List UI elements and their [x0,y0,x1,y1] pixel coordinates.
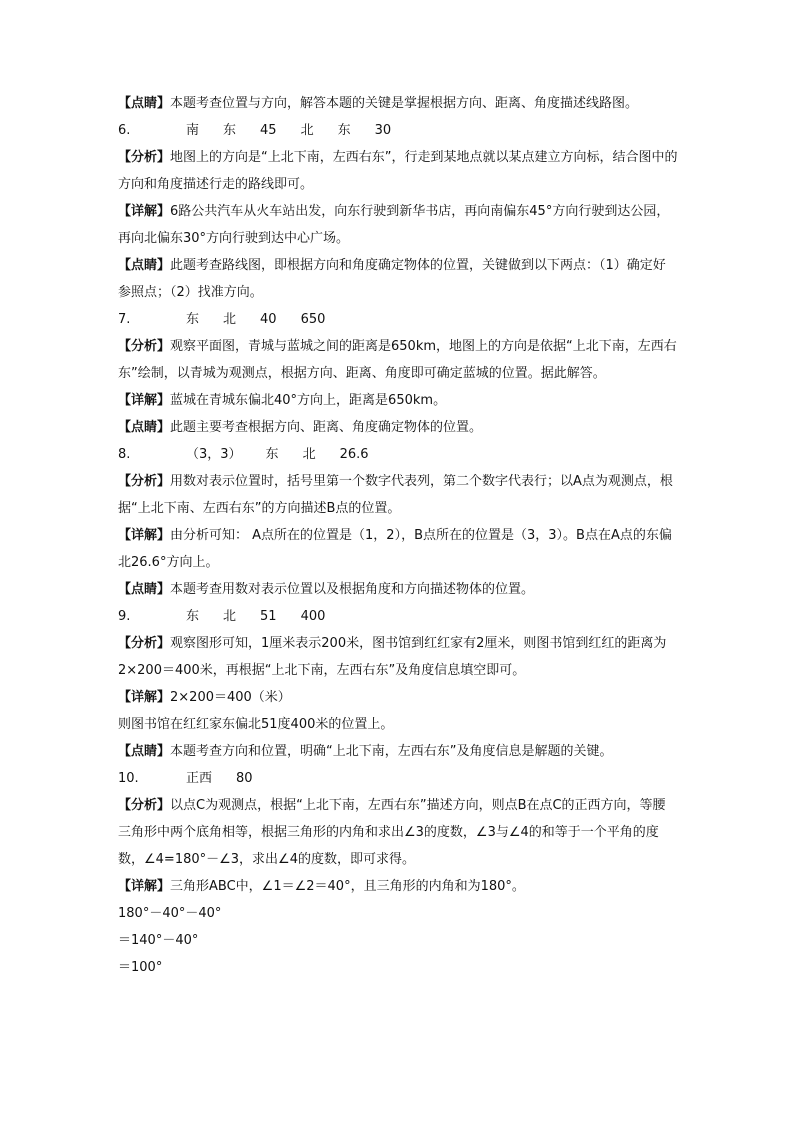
section-tag: 【点睛】 [118,96,171,111]
text-line [118,468,678,522]
section-tag: 【点睛】 [118,420,171,435]
answer-blank: 26.6 [339,447,369,462]
section-tag: 【点睛】 [118,744,171,759]
section-tag: 【详解】 [118,528,171,543]
text-body: 观察平面图，青城与蓝城之间的距离是650km，地图上的方向是依据“上北下南，左西右东”绘制，以青城为观测点，根据方向、距离、角度即可确定蓝城的位置。据此解答。 [118,339,677,381]
text-body: ＝100° [118,960,163,975]
solution-content [118,90,678,981]
text-line [118,630,678,684]
text-line [118,792,678,873]
text-body: 本题考查方向和位置，明确“上北下南，左西右东”及角度信息是解题的关键。 [170,744,613,759]
section-tag: 【详解】 [118,204,171,219]
answer-blank: 51 [260,609,277,624]
question-answer-row [118,603,678,630]
text-body: 6路公共汽车从火车站出发，向东行驶到新华书店，再向南偏东45°方向行驶到达公园，再向北偏东30°方向行驶到达中心广场。 [118,204,670,246]
answer-blank: 45 [260,123,277,138]
question-answer-row [118,441,678,468]
text-line [118,576,678,603]
question-number: 9. [118,609,131,624]
answer-blank: 东 [223,123,237,138]
text-body: 180°－40°－40° [118,906,222,921]
answer-blank: 北 [302,447,316,462]
text-line [118,684,678,711]
text-line [118,738,678,765]
question-number: 8. [118,447,131,462]
section-tag: 【分析】 [118,474,171,489]
text-body: 三角形ABC中，∠1＝∠2＝40°，且三角形的内角和为180°。 [170,879,525,894]
text-line [118,333,678,387]
answer-blank: 北 [300,123,314,138]
text-line [118,927,678,954]
text-body: 以点C为观测点，根据“上北下南，左西右东”描述方向，则点B在点C的正西方向，等腰三角形中两个底角相等，根据三角形的内角和求出∠3的度数，∠3与∠4的和等于一个平角的度数，∠4=180°－∠3，求出∠4的度数，即可求得。 [118,798,666,867]
answer-blank: 30 [374,123,392,138]
text-body: 本题考查用数对表示位置以及根据角度和方向描述物体的位置。 [170,582,535,597]
question-number: 7. [118,312,131,327]
answer-blank: 北 [223,312,237,327]
section-tag: 【点睛】 [118,258,171,273]
text-body: 用数对表示位置时，括号里第一个数字代表列，第二个数字代表行；以A点为观测点，根据“上北下南、左西右东”的方向描述B点的位置。 [118,474,673,516]
text-line [118,387,678,414]
answer-blank: 东 [186,609,200,624]
answer-blank: 正西 [186,771,213,786]
section-tag: 【分析】 [118,636,171,651]
text-line [118,144,678,198]
text-line [118,414,678,441]
text-line [118,252,678,306]
question-number: 10. [118,771,139,786]
answer-blank: 北 [223,609,237,624]
text-line [118,873,678,900]
text-body: 观察图形可知，1厘米表示200米，图书馆到红红家有2厘米，则图书馆到红红的距离为2×200＝400米，再根据“上北下南，左西右东”及角度信息填空即可。 [118,636,667,678]
section-tag: 【分析】 [118,339,171,354]
text-line [118,198,678,252]
text-line [118,900,678,927]
section-tag: 【点睛】 [118,582,171,597]
answer-blank: 南 [186,123,200,138]
text-body: ＝140°－40° [118,933,199,948]
answer-blank: 650 [300,312,326,327]
question-number: 6. [118,123,131,138]
answer-blank: 东 [337,123,351,138]
question-answer-row [118,117,678,144]
answer-blank: 80 [236,771,253,786]
text-body: 本题考查位置与方向，解答本题的关键是掌握根据方向、距离、角度描述线路图。 [170,96,639,111]
text-body: 2×200＝400（米） [170,690,291,705]
section-tag: 【分析】 [118,150,171,165]
text-body: 由分析可知： A点所在的位置是（1，2），B点所在的位置是（3，3）。B点在A点的东偏北26.6°方向上。 [118,528,672,570]
section-tag: 【分析】 [118,798,171,813]
text-body: 此题主要考查根据方向、距离、角度确定物体的位置。 [170,420,483,435]
text-body: 则图书馆在红红家东偏北51度400米的位置上。 [118,717,394,732]
section-tag: 【详解】 [118,690,171,705]
question-answer-row [118,306,678,333]
section-tag: 【详解】 [118,879,171,894]
text-line [118,90,678,117]
answer-blank: 东 [265,447,279,462]
answer-blank: 400 [300,609,326,624]
text-body: 地图上的方向是“上北下南，左西右东”，行走到某地点就以某点建立方向标，结合图中的方向和角度描述行走的路线即可。 [118,150,678,192]
text-line [118,711,678,738]
answer-blank: 40 [260,312,277,327]
section-tag: 【详解】 [118,393,171,408]
text-line [118,954,678,981]
text-body: 蓝城在青城东偏北40°方向上，距离是650km。 [170,393,447,408]
answer-blank: 东 [186,312,200,327]
answer-blank: （3，3） [186,447,242,462]
question-answer-row [118,765,678,792]
text-line [118,522,678,576]
text-body: 此题考查路线图，即根据方向和角度确定物体的位置，关键做到以下两点：（1）确定好参照点；（2）找准方向。 [118,258,666,300]
